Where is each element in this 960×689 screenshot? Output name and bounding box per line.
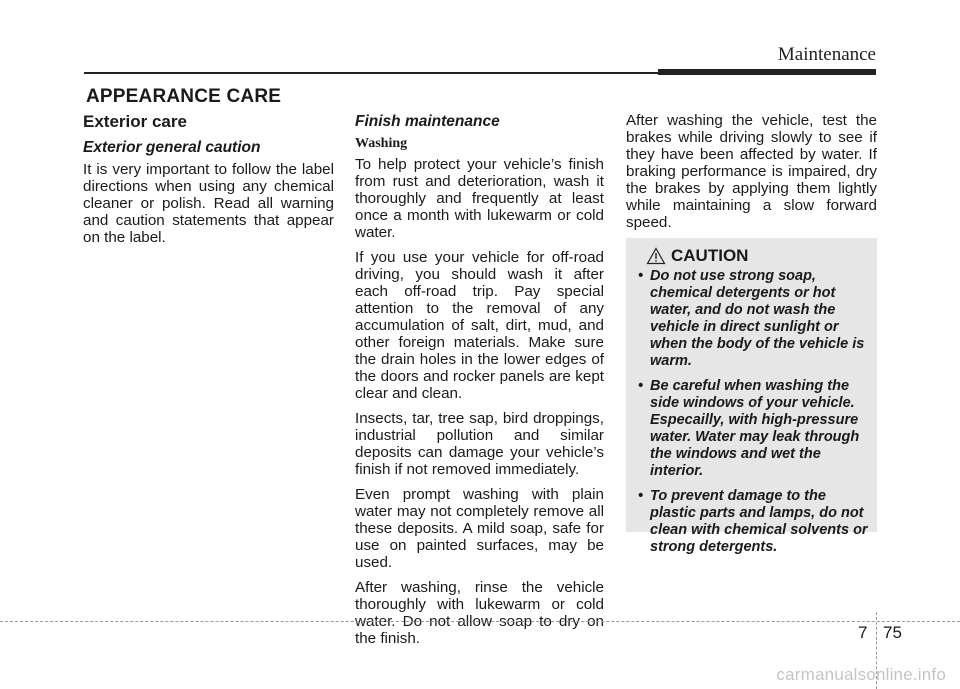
exterior-care-heading: Exterior care <box>83 112 187 131</box>
finish-paragraph: If you use your vehicle for off-road driving, you should wash it after each off-road trip. Pay special attention to the removal of any accumulation of salt, dirt, mud, and other foreign materials. Make sure the drain holes in the lower edges of the doors and rocker panels are kept clear and clean. <box>355 249 604 402</box>
chapter-header-title: Maintenance <box>777 44 876 65</box>
caution-header <box>646 246 748 266</box>
caution-item-text: To prevent damage to the plastic parts and lamps, do not clean with chemical solvents or strong detergents. <box>650 488 868 555</box>
caution-item-text: Do not use strong soap, chemical detergents or hot water, and do not wash the vehicle in direct sunlight or when the body of the vehicle is warm. <box>650 268 865 369</box>
finish-paragraph: Even prompt washing with plain water may not completely remove all these deposits. A mild soap, safe for use on painted surfaces, may be used. <box>355 486 604 571</box>
footer-dashed-line <box>0 621 960 622</box>
finish-maintenance-subheading: Finish maintenance <box>355 113 500 130</box>
caution-item-text: Be careful when washing the side windows of your vehicle. Especailly, with high-pressure water. Water may leak through the windows and wet the interior. <box>650 378 860 479</box>
exterior-caution-paragraph: It is very important to follow the label directions when using any chemical cleaner or polish. Read all warning and caution statements that appear on the label. <box>83 161 334 246</box>
column-3 <box>626 112 877 239</box>
finish-paragraph: To help protect your vehicle’s finish from rust and deterioration, wash it thoroughly and frequently at least once a month with lukewarm or cold water. <box>355 156 604 241</box>
chapter-number: 7 <box>858 623 868 642</box>
caution-list <box>635 268 869 564</box>
caution-item <box>635 488 869 556</box>
caution-title: CAUTION <box>671 246 749 265</box>
header-rule <box>84 72 658 74</box>
exterior-caution-subheading: Exterior general caution <box>83 139 261 156</box>
bullet-icon: • <box>638 488 644 504</box>
washing-label: Washing <box>355 136 408 151</box>
caution-item <box>635 378 869 480</box>
warning-triangle-icon <box>646 247 666 265</box>
finish-paragraph: After washing, rinse the vehicle thoroughly with lukewarm or cold water. Do not allow soap to dry on the finish. <box>355 579 604 647</box>
finish-paragraph: Insects, tar, tree sap, bird droppings, industrial pollution and similar deposits can damage your vehicle’s finish if not removed immediately. <box>355 410 604 478</box>
column-1 <box>83 112 334 254</box>
bullet-icon: • <box>638 268 644 284</box>
caution-item <box>635 268 869 370</box>
column-2 <box>355 112 604 655</box>
brake-test-paragraph: After washing the vehicle, test the brakes while driving slowly to see if they have been affected by water. If braking performance is impaired, dry the brakes by applying them lightly while maintaining a slow forward speed. <box>626 112 877 231</box>
section-title: APPEARANCE CARE <box>86 86 282 107</box>
bullet-icon: • <box>638 378 644 394</box>
header-rule-accent <box>658 69 876 75</box>
page-number: 75 <box>883 623 902 642</box>
caution-box <box>626 238 877 555</box>
watermark: carmanualsonline.info <box>776 665 946 684</box>
